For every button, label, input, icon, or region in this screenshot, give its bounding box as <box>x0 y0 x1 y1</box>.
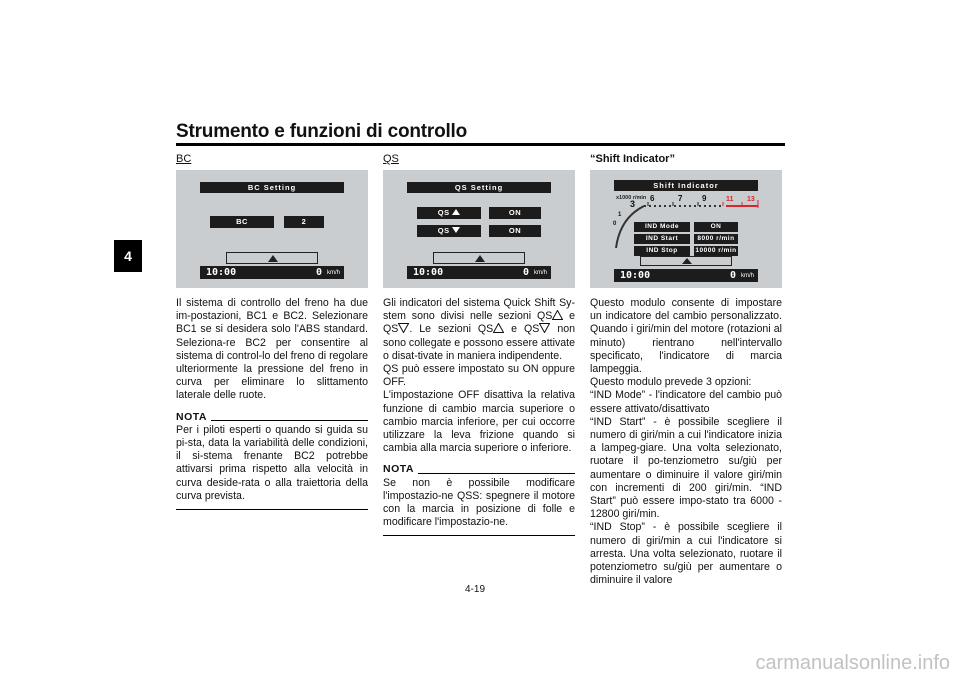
shift-paragraph-4: “IND Start” - è possibile scegliere il numero di giri/min a cui l'indicatore inizia a lampeg-giare. Una volta selezionato, ruotare il po-tenziometro su/giù per aumentare o diminuire il valore giri/min con incrementi di 200 giri/min. “IND Start” può essere impo-stato tra 6000 - 12800 giri/min. <box>590 415 782 521</box>
qs-up-button <box>433 252 525 264</box>
shift-paragraph-1: Questo modulo consente di impostare un indicatore del cambio personalizzato. Quando i giri/min del motore (rotazioni al minuto) rientrano nell'intervallo specificato, l'indicatore di marcia lampeggia. <box>590 297 782 376</box>
ind-start-label: IND Start <box>634 234 690 244</box>
qs-p1d: e QS <box>504 323 540 336</box>
ind-mode-value: ON <box>694 222 738 232</box>
down-triangle-icon <box>398 323 409 333</box>
qs-down-label: QS <box>437 226 450 235</box>
qs-paragraph-1 <box>383 297 575 363</box>
bc-screen-title: BC Setting <box>200 182 344 193</box>
qs-heading: QS <box>383 153 399 165</box>
shift-heading: “Shift Indicator” <box>590 153 675 165</box>
qs-nota-end-rule <box>383 535 575 536</box>
bc-nota-label: NOTA <box>176 410 207 423</box>
qs-time: 10:00 <box>413 267 444 278</box>
chapter-tab: 4 <box>114 240 142 272</box>
qs-text <box>383 297 575 536</box>
bc-up-button <box>226 252 318 264</box>
bc-heading: BC <box>176 153 192 165</box>
up-arrow-icon <box>682 258 692 264</box>
qs-up-label: QS <box>437 208 450 217</box>
qs-p1b: e QS <box>383 310 575 336</box>
page-number: 4-19 <box>465 584 486 595</box>
watermark: carmanualsonline.info <box>755 652 950 674</box>
shift-text <box>590 297 782 587</box>
bc-status-bar <box>200 266 344 279</box>
shift-paragraph-2: Questo modulo prevede 3 opzioni: <box>590 376 752 389</box>
qs-speed: 0 <box>522 267 529 278</box>
bc-nota-head <box>176 411 368 424</box>
shift-paragraph-3: “IND Mode” - l'indicatore del cambio può essere attivato/disattivato <box>590 389 782 415</box>
shift-screen-title: Shift Indicator <box>614 180 758 191</box>
qs-paragraph-3: L'impostazione OFF disattiva la relativa funzione di cambio marcia superiore o cambio marcia inferiore, per cui occorre utilizzare la leva frizione quando si cambia alla marcia superiore o inferiore. <box>383 389 575 455</box>
ind-mode-label: IND Mode <box>634 222 690 232</box>
shift-status-bar <box>614 269 758 282</box>
bc-text <box>176 297 368 510</box>
qs-p1e: non sono collegate e possono essere attivate o disat-tivate in maniera indipendente. <box>383 323 575 362</box>
ind-stop-value: 10000 r/min <box>695 247 737 254</box>
down-triangle-icon <box>452 227 460 233</box>
qs-unit: km/h <box>533 270 547 276</box>
bc-body: Il sistema di controllo del freno ha due im-postazioni, BC1 e BC2. Selezionare BC1 se si desidera solo l'ABS standard. Seleziona-re BC2 per consentire al sistema di control-lo del freno di regolare ulteriormente la pressione del freno in curva per eliminare lo slittamento laterale delle ruote. <box>176 297 368 402</box>
bc-value-box: 2 <box>284 216 324 228</box>
down-triangle-icon <box>539 323 550 333</box>
shift-screen <box>590 170 782 288</box>
rev-label-7: 7 <box>678 194 683 203</box>
bc-speed: 0 <box>315 267 322 278</box>
bc-nota-end-rule <box>176 509 368 510</box>
qs-up-value-box: ON <box>489 207 541 219</box>
shift-paragraph-5: “IND Stop” - è possibile scegliere il numero di giri/min a cui l'indicatore si arresta. Una volta selezionato, ruotare il potenziometro su/giù per aumentare o diminuire il valore <box>590 521 782 587</box>
qs-paragraph-2: QS può essere impostato su ON oppure OFF. <box>383 363 575 389</box>
qs-up-label-box <box>417 207 481 219</box>
shift-unit: km/h <box>740 273 754 279</box>
qs-nota-label: NOTA <box>383 463 414 476</box>
rev-label-0: 0 <box>613 221 617 227</box>
shift-time: 10:00 <box>620 270 651 281</box>
qs-nota: Se non è possibile modificare l'impostazio-ne QSS: spegnere il motore con la marcia in posizione di folle e modificare l'impostazio-ne. <box>383 476 575 529</box>
up-arrow-icon <box>268 255 278 262</box>
shift-speed: 0 <box>729 270 736 281</box>
up-arrow-icon <box>475 255 485 262</box>
bc-nota: Per i piloti esperti o quando si guida su pi-sta, data la variabilità delle condizioni, il si-stema frenante BC2 potrebbe attivarsi prima rispetto alla velocità in curva deside-rata o alla traiettoria della curva prevista. <box>176 423 368 502</box>
rev-label-6: 6 <box>650 194 655 203</box>
qs-screen <box>383 170 575 288</box>
bc-time: 10:00 <box>206 267 237 278</box>
bc-label-box: BC <box>210 216 274 228</box>
rev-label-9: 9 <box>702 194 707 203</box>
qs-screen-title: QS Setting <box>407 182 551 193</box>
qs-down-value-box: ON <box>489 225 541 237</box>
rev-label-13: 13 <box>747 196 755 203</box>
qs-status-bar <box>407 266 551 279</box>
shift-up-button <box>640 256 732 266</box>
qs-p1a: Gli indicatori del sistema Quick Shift Sy-stem sono divisi nelle sezioni QS <box>383 297 575 323</box>
bc-screen <box>176 170 368 288</box>
title-rule <box>176 143 785 146</box>
ind-stop-label: IND Stop <box>634 246 690 256</box>
up-triangle-icon <box>452 209 460 215</box>
qs-down-label-box <box>417 225 481 237</box>
page-title: Strumento e funzioni di controllo <box>176 121 468 142</box>
up-triangle-icon <box>493 323 504 333</box>
rpm-scale-unit: x1000 r/min <box>616 195 647 201</box>
rev-label-1: 1 <box>618 212 622 218</box>
qs-nota-head <box>383 463 575 476</box>
qs-p1c: . Le sezioni QS <box>409 323 494 336</box>
ind-start-value: 8000 r/min <box>694 234 738 244</box>
bc-unit: km/h <box>326 270 340 276</box>
rev-label-11: 11 <box>726 196 734 203</box>
up-triangle-icon <box>552 310 563 320</box>
gear-number: 3 <box>630 199 636 209</box>
